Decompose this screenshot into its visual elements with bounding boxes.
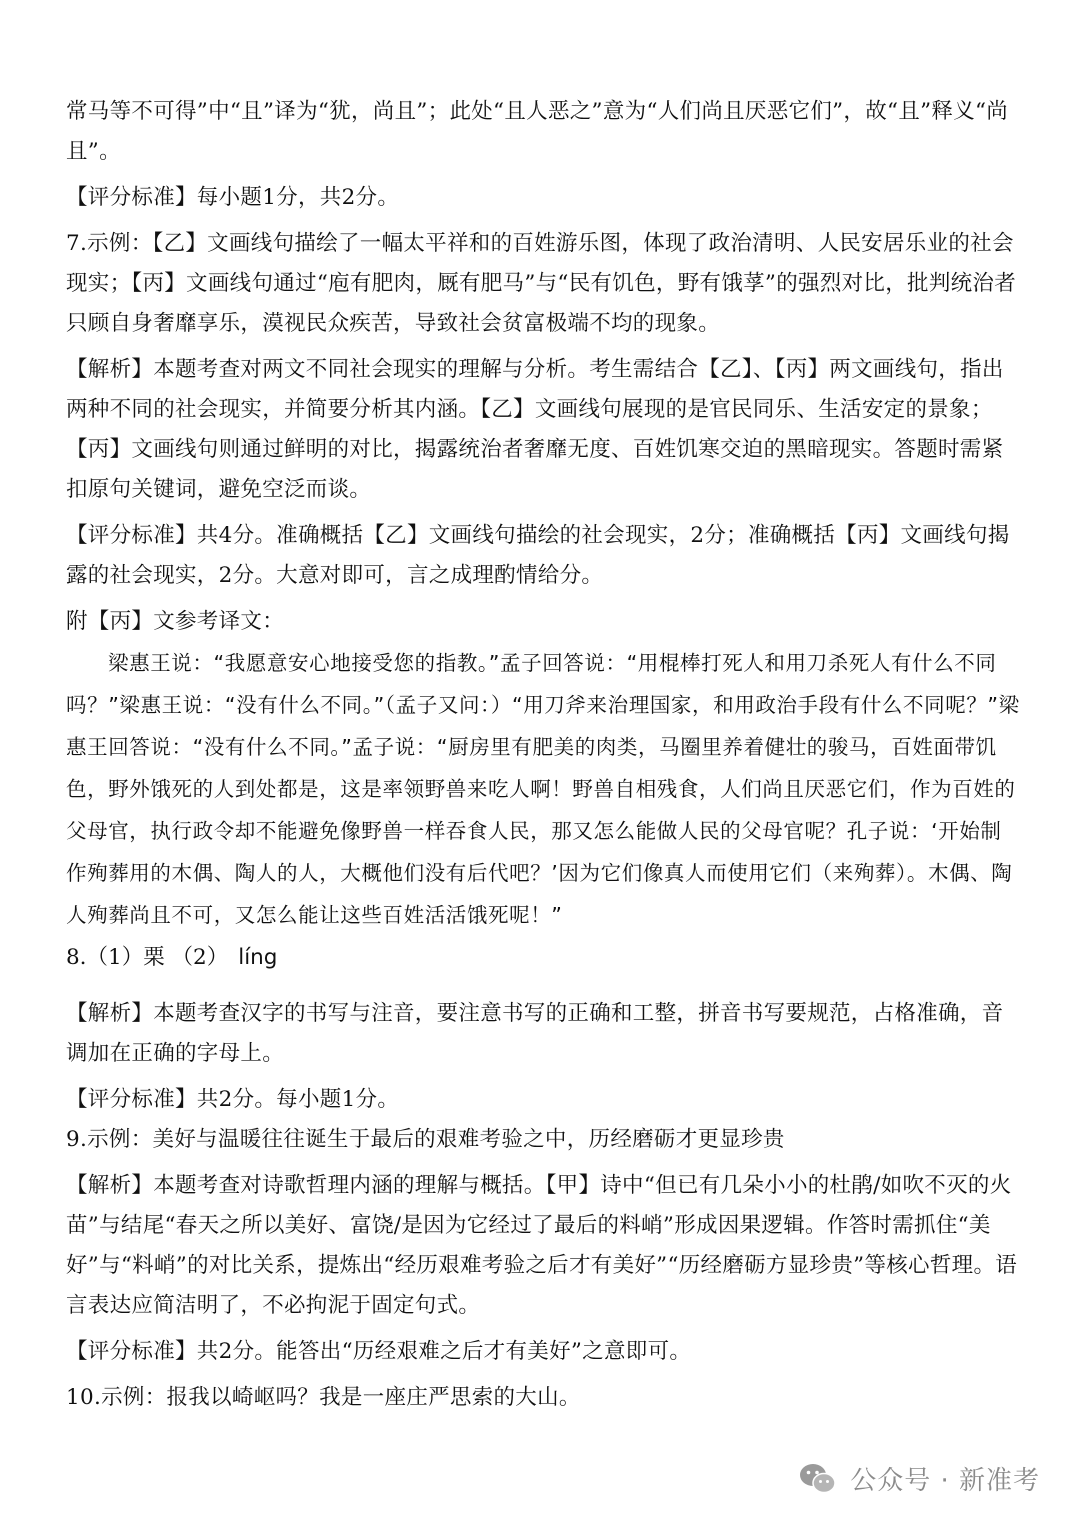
translation-text: 梁惠王说：“我愿意安心地接受您的指教。”孟子回答说：“用棍棒打死人和用刀杀死人有什么不同吗？”梁惠王说：“没有什么不同。”（孟子又问：）“用刀斧来治理国家，和用政治手段有什么不同呢？”梁惠王回答说：“没有什么不同。”孟子说：“厨房里有肥美的肉类，马圈里养着健壮的骏马，百姓面带饥色，野外饿死的人到处都是，这是率领野兽来吃人啊！野兽自相残食，人们尚且厌恶它们，作为百姓的父母官，执行政令却不能避免像野兽一样吞食人民，那又怎么能做人民的父母官呢？孔子说：‘开始制作殉葬用的木偶、陶人的人，大概他们没有后代吧？’因为它们像真人而使用它们（来殉葬）。木偶、陶人殉葬尚且不可，又怎么能让这些百姓活活饿死呢！” [66,651,1020,927]
q8-analysis: 【解析】本题考查汉字的书写与注音，要注意书写的正确和工整，拼音书写要规范，占格准确，音调加在正确的字母上。 [66,1001,1004,1066]
q9-analysis: 【解析】本题考查对诗歌哲理内涵的理解与概括。【甲】诗中“但已有几朵小小的杜鹃/如吹不灭的火苗”与结尾“春天之所以美好、富饶/是因为它经过了最后的料峭”形成因果逻辑。作答时需抓住“美好”与“料峭”的对比关系，提炼出“经历艰难考验之后才有美好”“历经磨砺方显珍贵”等核心哲理。语言表达应简洁明了，不必拘泥于固定句式。 [66,1173,1018,1318]
appendix-title: 附【丙】文参考译文： [66,609,285,634]
wechat-logo-icon [798,1462,838,1496]
q9-score-standard: 【评分标准】共2分。能答出“历经艰难之后才有美好”之意即可。 [66,1339,692,1364]
q8-answer [66,938,1021,978]
q7-answer: 7.示例：【乙】文画线句描绘了一幅太平祥和的百姓游乐图，体现了政治清明、人民安居乐业的社会现实；【丙】文画线句通过“庖有肥肉，厩有肥马”与“民有饥色，野有饿莩”的强烈对比，批判统治者只顾自身奢靡享乐，漠视民众疾苦，导致社会贫富极端不均的现象。 [66,231,1017,336]
q8-score-standard: 【评分标准】共2分。每小题1分。 [66,1087,400,1112]
q6-score-standard: 【评分标准】每小题1分，共2分。 [66,185,400,210]
q6-explanation-end: 常马等不可得”中“且”译为“犹，尚且”；此处“且人恶之”意为“人们尚且厌恶它们”，故“且”释义“尚且”。 [66,99,1009,164]
document-page [66,92,1021,1424]
q7-score-standard: 【评分标准】共4分。准确概括【乙】文画线句描绘的社会现实，2分；准确概括【丙】文画线句揭露的社会现实，2分。大意对即可，言之成理酌情给分。 [66,523,1010,588]
watermark-text: 公众号 · 新准考 [850,1466,1040,1496]
q8-prefix: 8.（1）栗 （2） [66,945,229,970]
q10-answer: 10.示例：报我以崎岖吗？我是一座庄严思索的大山。 [66,1385,581,1410]
q9-answer: 9.示例：美好与温暖往往诞生于最后的艰难考验之中，历经磨砺才更显珍贵 [66,1127,785,1152]
q7-analysis: 【解析】本题考查对两文不同社会现实的理解与分析。考生需结合【乙】、【丙】两文画线句，指出两种不同的社会现实，并简要分析其内涵。【乙】文画线句展现的是官民同乐、生活安定的景象；【丙】文画线句则通过鲜明的对比，揭露统治者奢靡无度、百姓饥寒交迫的黑暗现实。答题时需紧扣原句关键词，避免空泛而谈。 [66,357,1004,502]
watermark [798,1460,1040,1497]
q8-pinyin: líng [238,945,278,970]
